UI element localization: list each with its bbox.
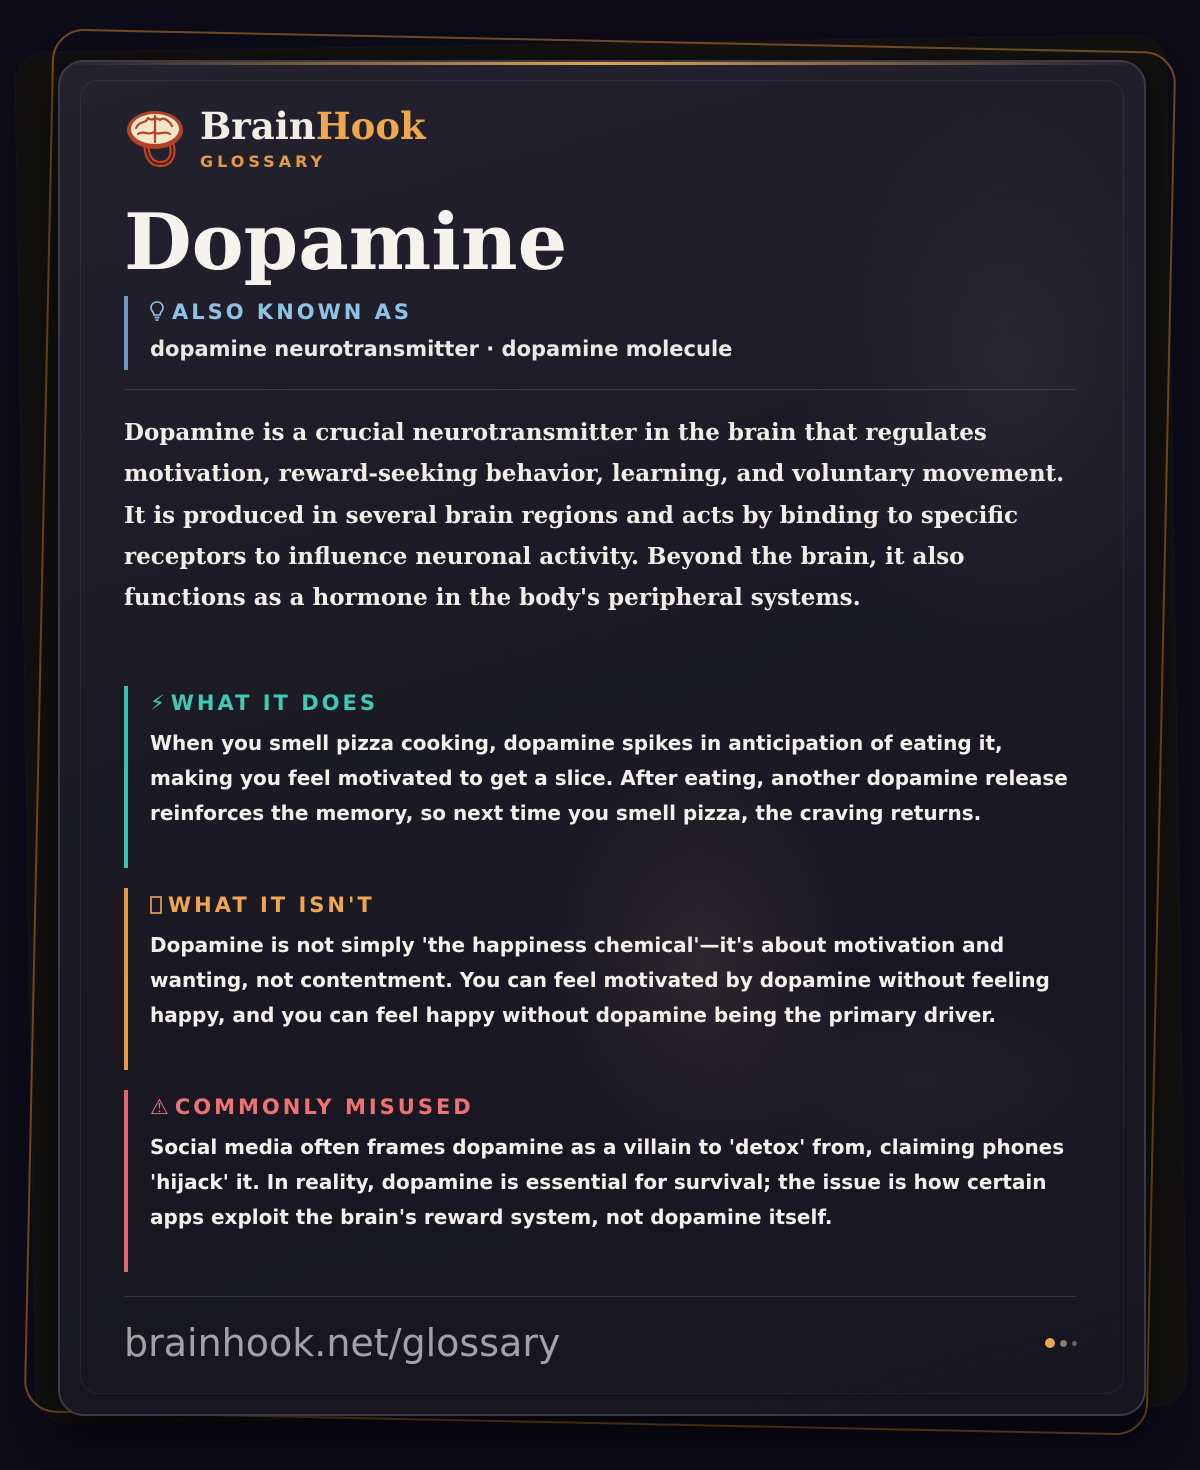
divider bbox=[124, 389, 1076, 390]
missing-glyph-icon bbox=[150, 896, 162, 914]
section-body: When you smell pizza cooking, dopamine spikes in anticipation of eating it, making you feel motivated to get a slice. After eating, another dopamine release reinforces the memory, so next time you smell pizza, the craving returns. bbox=[150, 731, 1068, 826]
lightning-icon: ⚡ bbox=[150, 691, 165, 715]
dot bbox=[1072, 1341, 1077, 1346]
brand-name: BrainHook bbox=[200, 104, 426, 148]
footer-url[interactable]: brainhook.net/glossary bbox=[124, 1321, 561, 1365]
section-what-it-does bbox=[124, 686, 1076, 868]
definition-text: Dopamine is a crucial neurotransmitter in the brain that regulates motivation, reward-seeking behavior, learning, and voluntary movement. It is produced in several brain regions and acts by binding to specific receptors to influence neuronal activity. Beyond the brain, it also functions as a hormone in the body's peripheral systems. bbox=[124, 419, 1065, 612]
term-title: Dopamine bbox=[124, 197, 568, 288]
also-known-as bbox=[124, 296, 1084, 370]
brain-hook-icon bbox=[124, 106, 186, 168]
dot bbox=[1060, 1340, 1067, 1347]
brand-logo[interactable] bbox=[124, 106, 426, 174]
footer-divider bbox=[124, 1296, 1076, 1297]
section-body: Social media often frames dopamine as a villain to 'detox' from, claiming phones 'hijack' it. In reality, dopamine is essential for survival; the issue is how certain apps exploit the brain's reward system, not dopamine itself. bbox=[150, 1135, 1065, 1230]
section-heading: WHAT IT ISN'T bbox=[150, 892, 1076, 918]
dot-active bbox=[1045, 1338, 1055, 1348]
also-known-as-values: dopamine neurotransmitter · dopamine molecule bbox=[150, 337, 733, 361]
warning-icon: ⚠ bbox=[150, 1095, 169, 1119]
lightbulb-icon bbox=[150, 301, 164, 321]
brand-text bbox=[200, 106, 426, 171]
section-heading: ⚠ COMMONLY MISUSED bbox=[150, 1095, 474, 1119]
section-heading: ⚡ WHAT IT DOES bbox=[150, 691, 378, 715]
section-commonly-misused bbox=[124, 1090, 1076, 1272]
section-body: Dopamine is not simply 'the happiness chemical'—it's about motivation and wanting, not contentment. You can feel motivated by dopamine without feeling happy, and you can feel happy without dopamine being the primary driver. bbox=[150, 933, 1050, 1028]
section-what-it-isnt bbox=[124, 888, 1076, 1070]
brand-tagline: GLOSSARY bbox=[200, 152, 327, 171]
also-known-as-heading: ALSO KNOWN AS bbox=[150, 299, 1084, 325]
glossary-card bbox=[58, 60, 1146, 1416]
pagination-dots bbox=[1040, 1338, 1077, 1348]
